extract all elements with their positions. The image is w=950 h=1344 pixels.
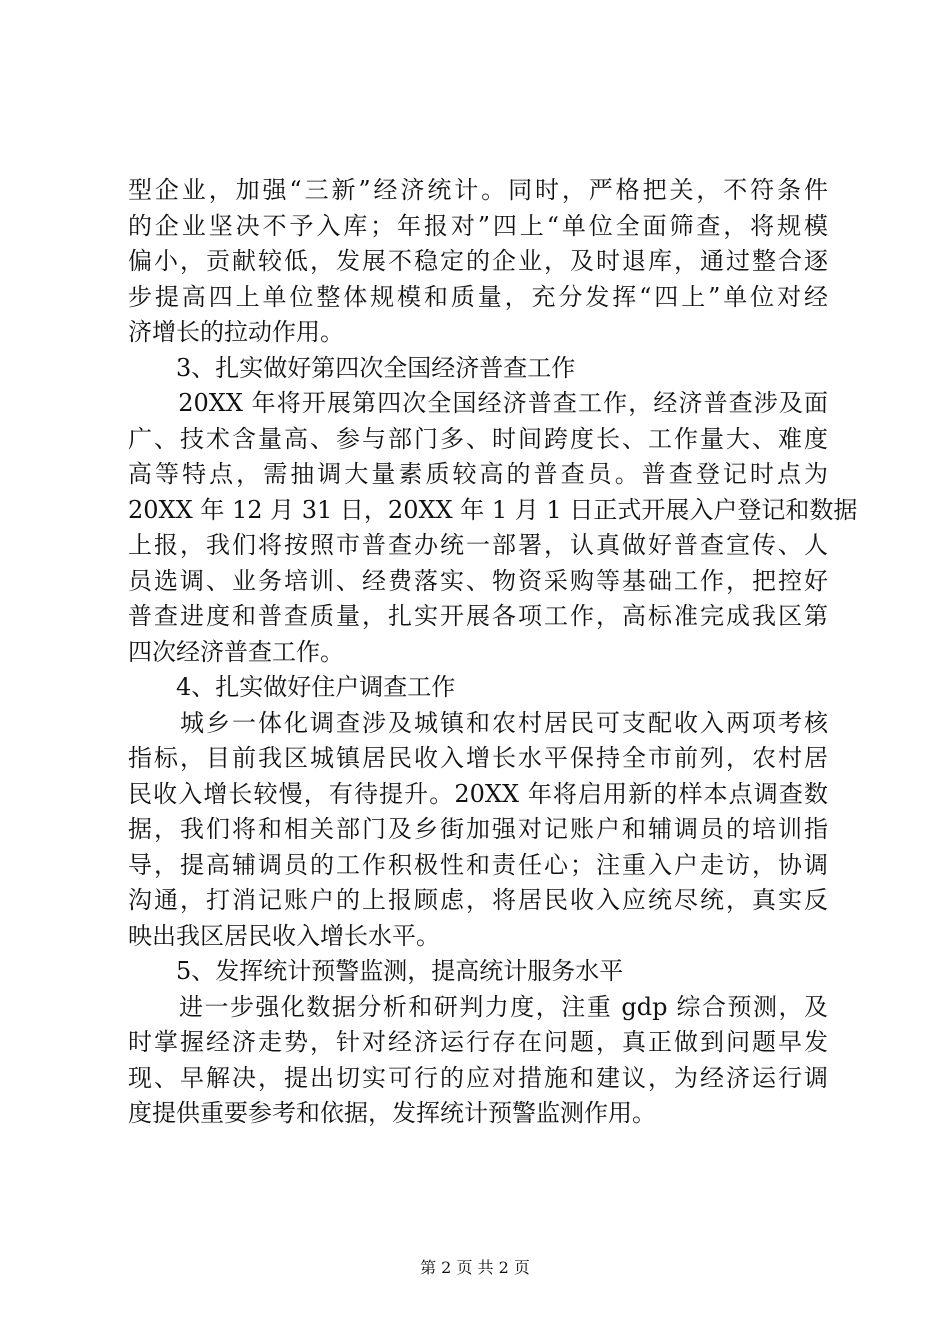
text-line: 3、扎实做好第四次全国经济普查工作 — [128, 353, 576, 382]
page-footer: 第 2 页 共 2 页 — [420, 1258, 530, 1277]
text-line: 上报，我们将按照市普查办统一部署，认真做好普查宣传、人 — [128, 531, 828, 559]
text-line: 高等特点，需抽调大量素质较高的普查员。普查登记时点为 — [128, 460, 828, 488]
text-line: 沟通，打消记账户的上报顾虑，将居民收入应统尽统，真实反 — [128, 886, 828, 914]
text-line: 济增长的拉动作用。 — [128, 318, 344, 346]
text-line: 现、早解决，提出切实可行的应对措施和建议，为经济运行调 — [128, 1063, 828, 1092]
text-line: 步提高四上单位整体规模和质量，充分发挥“四上”单位对经 — [128, 282, 828, 311]
text-line: 5、发挥统计预警监测，提高统计服务水平 — [128, 957, 624, 985]
text-line: 进一步强化数据分析和研判力度，注重 gdp 综合预测，及 — [128, 992, 828, 1021]
text-line: 城乡一体化调查涉及城镇和农村居民可支配收入两项考核 — [128, 708, 828, 737]
text-line: 偏小，贡献较低，发展不稳定的企业，及时退库，通过整合逐 — [128, 247, 828, 275]
text-line: 时掌握经济走势，针对经济运行存在问题，真正做到问题早发 — [128, 1028, 828, 1056]
text-line: 的企业坚决不予入库；年报对”四上“单位全面筛查，将规模 — [128, 211, 828, 240]
text-line: 度提供重要参考和依据，发挥统计预警监测作用。 — [128, 1099, 656, 1127]
text-line: 四次经济普查工作。 — [128, 637, 344, 666]
text-line: 民收入增长较慢，有待提升。20XX 年将启用新的样本点调查数 — [128, 779, 828, 808]
text-line: 普查进度和普查质量，扎实开展各项工作，高标准完成我区第 — [128, 602, 828, 630]
text-line: 4、扎实做好住户调查工作 — [128, 673, 456, 701]
text-line: 20XX 年将开展第四次全国经济普查工作，经济普查涉及面 — [128, 389, 828, 417]
text-line: 映出我区居民收入增长水平。 — [128, 921, 440, 950]
text-line: 型企业，加强“三新”经济统计。同时，严格把关，不符条件 — [128, 176, 828, 204]
text-line: 指标，目前我区城镇居民收入增长水平保持全市前列，农村居 — [128, 744, 828, 772]
text-line: 员选调、业务培训、经费落实、物资采购等基础工作，把控好 — [128, 566, 828, 595]
document-body — [128, 173, 858, 1132]
text-line: 导，提高辅调员的工作积极性和责任心；注重入户走访，协调 — [128, 850, 828, 879]
text-line: 广、技术含量高、参与部门多、时间跨度长、工作量大、难度 — [128, 424, 828, 453]
text-line: 20XX 年 12 月 31 日，20XX 年 1 月 1 日正式开展入户登记和数据 — [128, 495, 858, 524]
text-line: 据，我们将和相关部门及乡街加强对记账户和辅调员的培训指 — [128, 815, 828, 843]
